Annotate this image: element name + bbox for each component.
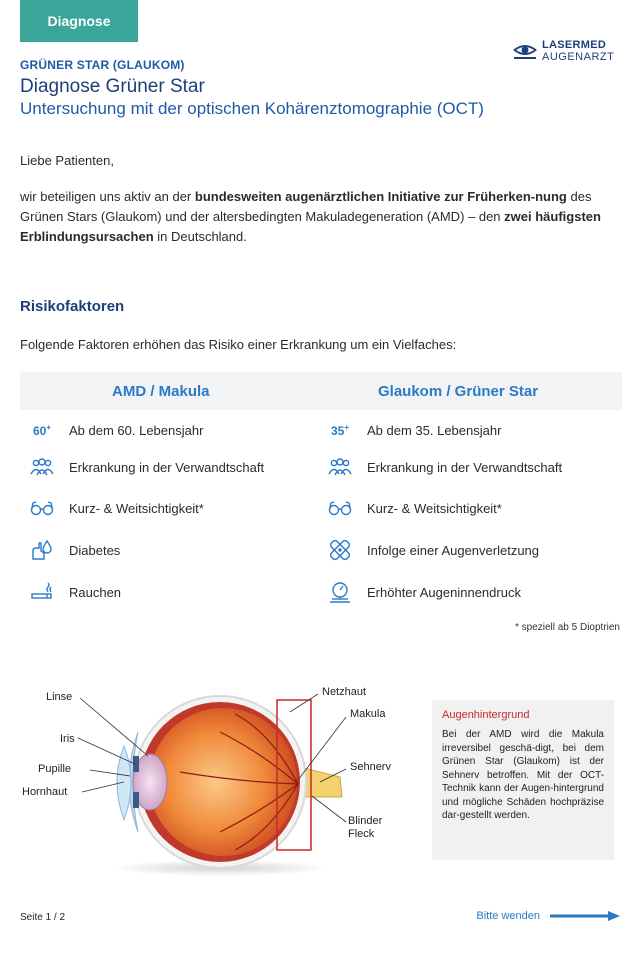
label-pupille: Pupille: [38, 763, 72, 775]
risk-right-glasses-text: Kurz- & Weitsichtigkeit*: [367, 500, 502, 516]
risk-left-diabetes-text: Diabetes: [69, 542, 121, 558]
risk-right-injury-text: Infolge einer Augenverletzung: [367, 542, 540, 558]
logo-tagline: AUGENARZT: [542, 51, 615, 63]
eye-logo-icon: [512, 40, 538, 62]
greeting: Liebe Patienten,: [20, 153, 114, 168]
logo-name: LASERMED: [542, 39, 607, 51]
info-box-augenhintergrund: [432, 700, 614, 860]
intro-highlight-initiative: bundesweiten augenärztlichen Initiative zur Früherken-nung: [194, 189, 567, 204]
brand-logo: [512, 38, 620, 68]
page-number: Seite 1 / 2: [20, 912, 66, 923]
risk-left-diabetes: [28, 538, 120, 562]
intro-text-2: des Grünen Stars (Glaukom) und der altersbedingten Makuladegeneration (AMD) – den: [20, 189, 592, 224]
risk-left-family-text: Erkrankung in der Verwandtschaft: [69, 459, 265, 475]
risk-left-smoking: [28, 580, 121, 604]
label-sehnerv: Sehnerv: [350, 761, 391, 773]
arrow-right-icon: [550, 911, 620, 921]
risk-left-age: [28, 418, 203, 442]
smoking-icon: [28, 580, 56, 604]
eye-anatomy-illustration: [20, 672, 420, 882]
risk-left-smoking-text: Rauchen: [69, 584, 122, 600]
risk-right-glasses: [326, 496, 502, 520]
glasses-icon: [326, 496, 354, 520]
label-hornhaut: Hornhaut: [22, 786, 68, 798]
diabetes-drop-icon: [28, 538, 56, 562]
intro-text-3: in Deutschland.: [153, 229, 247, 244]
risk-left-glasses-text: Kurz- & Weitsichtigkeit*: [69, 500, 204, 516]
label-iris: Iris: [60, 733, 75, 745]
risk-intro: Folgende Faktoren erhöhen das Risiko einer Erkrankung um ein Vielfaches:: [20, 337, 457, 352]
col-header-amd: AMD / Makula: [112, 383, 210, 400]
next-page-label[interactable]: Bitte wenden: [476, 910, 540, 922]
family-icon: [28, 455, 56, 479]
intro-highlight-causes: zwei häufigsten Erblindungsursachen: [20, 209, 601, 244]
label-linse: Linse: [46, 691, 73, 703]
risk-left-glasses: [28, 496, 204, 520]
topic-kicker: GRÜNER STAR (GLAUKOM): [20, 58, 185, 72]
info-box-heading: Augenhintergrund: [442, 709, 530, 721]
risk-heading: Risikofaktoren: [20, 298, 125, 315]
risk-right-pressure: [326, 580, 521, 604]
risk-right-age-text: Ab dem 35. Lebensjahr: [367, 422, 502, 438]
label-netzhaut: Netzhaut: [322, 686, 367, 698]
age-60-icon: 60+: [32, 422, 52, 438]
footnote: * speziell ab 5 Dioptrien: [514, 622, 620, 633]
risk-left-family: [28, 455, 264, 479]
col-header-glaukom: Glaukom / Grüner Star: [378, 383, 539, 400]
intro-paragraph: [20, 187, 622, 247]
risk-right-family-text: Erkrankung in der Verwandtschaft: [367, 459, 563, 475]
risk-right-age: [326, 418, 501, 442]
risk-table-header: [20, 372, 622, 410]
label-blinder-fleck: Blinder Fleck: [348, 815, 383, 840]
info-box-body: Bei der AMD wird die Makula irreversibel geschä-digt, bei dem Grünen Star (Glaukom) ist der Sehnerv betroffen. Mit der OCT-Technik kann der Augen-hintergrund und mögliche Schäden hochpräzise dar-gestellt werden.: [442, 729, 604, 821]
glasses-icon: [28, 496, 56, 520]
next-page-link[interactable]: [476, 910, 620, 922]
risk-right-family: [326, 455, 562, 479]
pressure-gauge-icon: [326, 580, 354, 604]
section-tab: Diagnose: [20, 0, 138, 42]
page-subtitle: Untersuchung mit der optischen Kohärenztomographie (OCT): [20, 99, 484, 118]
page-title: Diagnose Grüner Star: [20, 76, 205, 97]
risk-right-pressure-text: Erhöhter Augeninnendruck: [367, 584, 521, 600]
age-35-icon: 35+: [330, 422, 350, 438]
bandage-icon: [326, 538, 354, 562]
label-makula: Makula: [350, 708, 386, 720]
eye-cross-section: [20, 672, 420, 882]
intro-text-1: wir beteiligen uns aktiv an der: [20, 189, 195, 204]
family-icon: [326, 455, 354, 479]
risk-left-age-text: Ab dem 60. Lebensjahr: [69, 422, 204, 438]
risk-right-injury: [326, 538, 539, 562]
